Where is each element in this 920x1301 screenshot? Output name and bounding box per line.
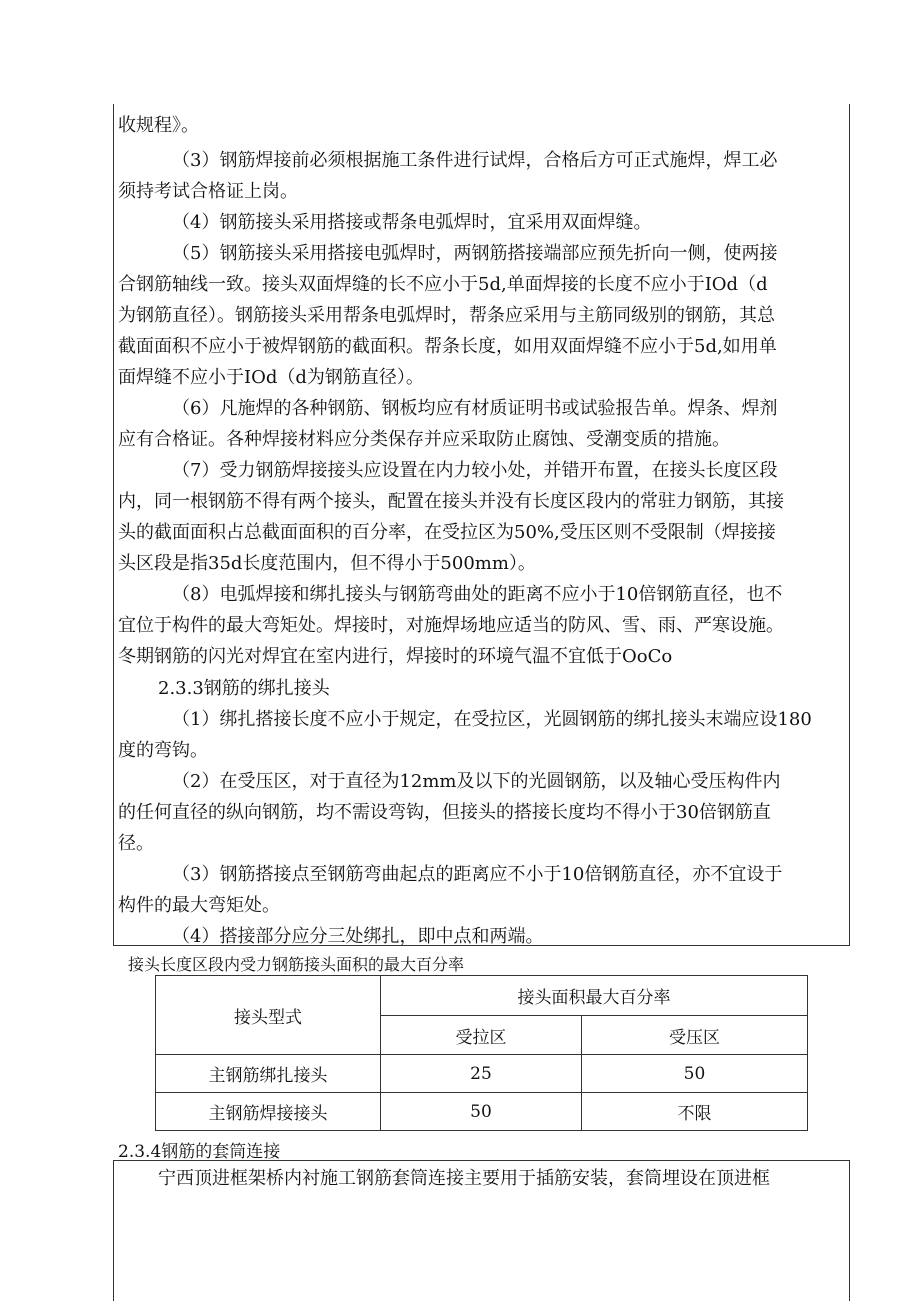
text-line-15: 头区段是指35d长度范围内，但不得小于500mm）。 xyxy=(118,553,536,574)
text-line-26: 构件的最大弯矩处。 xyxy=(118,895,280,916)
text-line-3: 须持考试合格证上岗。 xyxy=(118,181,298,202)
text-line-last: 宁西顶进框架桥内衬施工钢筋套筒连接主要用于插筋安装，套筒埋设在顶进框 xyxy=(158,1168,770,1189)
text-line-17: 宜位于构件的最大弯矩处。焊接时，对施焊场地应适当的防风、雪、雨、严寒设施。 xyxy=(118,615,784,636)
header-max-percentage: 接头面积最大百分率 xyxy=(381,976,808,1016)
row-tension-value: 50 xyxy=(381,1093,582,1131)
header-joint-type: 接头型式 xyxy=(156,976,381,1055)
text-line-18: 冬期钢筋的闪光对焊宜在室内进行，焊接时的环境气温不宜低于OoCo xyxy=(118,646,673,667)
table-row xyxy=(156,1093,808,1131)
text-line-23: 的任何直径的纵向钢筋，均不需设弯钩，但接头的搭接长度均不得小于30倍钢筋直 xyxy=(118,802,771,823)
joint-percentage-table xyxy=(155,975,808,1131)
text-line-13: 内，同一根钢筋不得有两个接头，配置在接头并没有长度区段内的常驻力钢筋，其接 xyxy=(118,491,784,512)
row-joint-type: 主钢筋绑扎接头 xyxy=(156,1055,381,1093)
text-line-16: （8）电弧焊接和绑扎接头与钢筋弯曲处的距离不应小于10倍钢筋直径，也不 xyxy=(172,584,783,605)
text-line-2: （3）钢筋焊接前必须根据施工条件进行试焊，合格后方可正式施焊，焊工必 xyxy=(172,150,778,171)
header-compression-zone: 受压区 xyxy=(582,1016,808,1055)
row-compression-value: 不限 xyxy=(582,1093,808,1131)
text-line-6: 合钢筋轴线一致。接头双面焊缝的长不应小于5d,单面焊接的长度不应小于IOd（d xyxy=(118,274,768,295)
header-tension-zone: 受拉区 xyxy=(381,1016,582,1055)
text-line-5: （5）钢筋接头采用搭接电弧焊时，两钢筋搭接端部应预先折向一侧，使两接 xyxy=(172,243,778,264)
table-caption: 接头长度区段内受力钢筋接头面积的最大百分率 xyxy=(128,955,465,974)
text-line-22: （2）在受压区，对于直径为12mm及以下的光圆钢筋，以及轴心受压构件内 xyxy=(172,771,781,792)
text-line-27: （4）搭接部分应分三处绑扎，即中点和两端。 xyxy=(172,926,544,947)
text-line-9: 面焊缝不应小于IOd（d为钢筋直径）。 xyxy=(118,367,424,388)
text-line-11: 应有合格证。各种焊接材料应分类保存并应采取防止腐蚀、受潮变质的措施。 xyxy=(118,429,730,450)
text-line-10: （6）凡施焊的各种钢筋、钢板均应有材质证明书或试验报告单。焊条、焊剂 xyxy=(172,398,778,419)
section-heading-233: 2.3.3钢筋的绑扎接头 xyxy=(158,678,330,699)
text-line-14: 头的截面面积占总截面面积的百分率，在受拉区为50%,受压区则不受限制（焊接接 xyxy=(118,522,776,543)
text-line-24: 径。 xyxy=(118,833,154,854)
row-tension-value: 25 xyxy=(381,1055,582,1093)
text-line-21: 度的弯钩。 xyxy=(118,740,208,761)
text-line-12: （7）受力钢筋焊接接头应设置在内力较小处，并错开布置，在接头长度区段 xyxy=(172,460,778,481)
table-row xyxy=(156,1055,808,1093)
text-line-20: （1）绑扎搭接长度不应小于规定，在受拉区，光圆钢筋的绑扎接头末端应设180 xyxy=(172,709,812,730)
row-joint-type: 主钢筋焊接接头 xyxy=(156,1093,381,1131)
row-compression-value: 50 xyxy=(582,1055,808,1093)
text-line-1: 收规程》。 xyxy=(118,115,199,136)
text-line-8: 截面面积不应小于被焊钢筋的截面积。帮条长度，如用双面焊缝不应小于5d,如用单 xyxy=(118,336,777,357)
text-line-7: 为钢筋直径）。钢筋接头采用帮条电弧焊时，帮条应采用与主筋同级别的钢筋，其总 xyxy=(118,305,775,326)
section-heading-234: 2.3.4钢筋的套筒连接 xyxy=(118,1142,281,1162)
text-line-4: （4）钢筋接头采用搭接或帮条电弧焊时，宜采用双面焊缝。 xyxy=(172,212,652,233)
text-line-25: （3）钢筋搭接点至钢筋弯曲起点的距离应不小于10倍钢筋直径，亦不宜设于 xyxy=(172,864,783,885)
